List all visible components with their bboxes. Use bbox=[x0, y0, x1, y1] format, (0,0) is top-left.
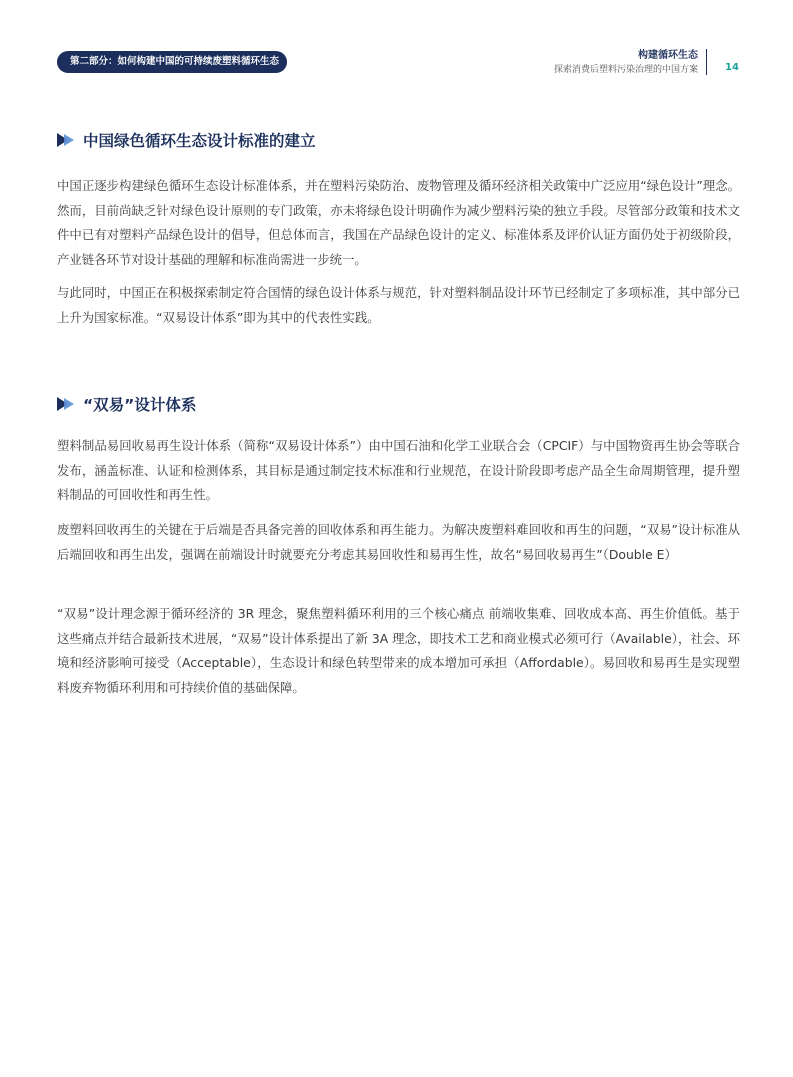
section-heading-double-e-design bbox=[57, 392, 196, 416]
section-title: 中国绿色循环生态设计标准的建立 bbox=[83, 132, 316, 150]
section-heading-green-design-standards bbox=[57, 128, 316, 152]
page-number: 14 bbox=[725, 62, 739, 73]
running-header-title: 构建循环生态 bbox=[638, 50, 698, 61]
running-header-subtitle: 探索消费后塑料污染治理的中国方案 bbox=[553, 65, 698, 75]
paragraph: “双易”设计理念源于循环经济的 3R 理念，聚焦塑料循环利用的三个核心痛点 前端收集难、回收成本高、再生价值低。基于这些痛点并结合最新技术进展，“双易”设计体系提出了新 3A 理念，即技术工艺和商业模式必须可行（Available），社会、环境和经济影响可接受（Acceptable），生态设计和绿色转型带来的成本增加可承担（Affordable）。易回收和易再生是实现塑料废弃物循环利用和可持续价值的基础保障。 bbox=[57, 606, 740, 695]
paragraph: 废塑料回收再生的关键在于后端是否具备完善的回收体系和再生能力。为解决废塑料难回收和再生的问题，“双易”设计标准从后端回收和再生出发，强调在前端设计时就要充分考虑其易回收性和易再生性，故名“易回收易再生”（Double E） bbox=[57, 522, 740, 562]
double-play-arrow-icon bbox=[57, 133, 77, 147]
paragraph: 与此同时，中国正在积极探索制定符合国情的绿色设计体系与规范，针对塑料制品设计环节已经制定了多项标准，其中部分已上升为国家标准。“双易设计体系”即为其中的代表性实践。 bbox=[57, 285, 740, 325]
paragraph: 中国正逐步构建绿色循环生态设计标准体系，并在塑料污染防治、废物管理及循环经济相关政策中广泛应用“绿色设计”理念。然而，目前尚缺乏针对绿色设计原则的专门政策，亦未将绿色设计明确作为减少塑料污染的独立手段。尽管部分政策和技术文件中已有对塑料产品绿色设计的倡导，但总体而言，我国在产品绿色设计的定义、标准体系及评价认证方面仍处于初级阶段，产业链各环节对设计基础的理解和标准尚需进一步统一。 bbox=[57, 178, 740, 267]
running-header bbox=[554, 49, 698, 77]
double-play-arrow-icon bbox=[57, 397, 77, 411]
section-part-badge: 第二部分：如何构建中国的可持续废塑料循环生态 bbox=[57, 51, 287, 73]
header-divider bbox=[706, 49, 707, 75]
paragraph: 塑料制品易回收易再生设计体系（简称“双易设计体系”）由中国石油和化学工业联合会（CPCIF）与中国物资再生协会等联合发布，涵盖标准、认证和检测体系，其目标是通过制定技术标准和行业规范，在设计阶段即考虑产品全生命周期管理，提升塑料制品的可回收性和再生性。 bbox=[57, 438, 740, 502]
section-title: “双易”设计体系 bbox=[83, 396, 197, 414]
